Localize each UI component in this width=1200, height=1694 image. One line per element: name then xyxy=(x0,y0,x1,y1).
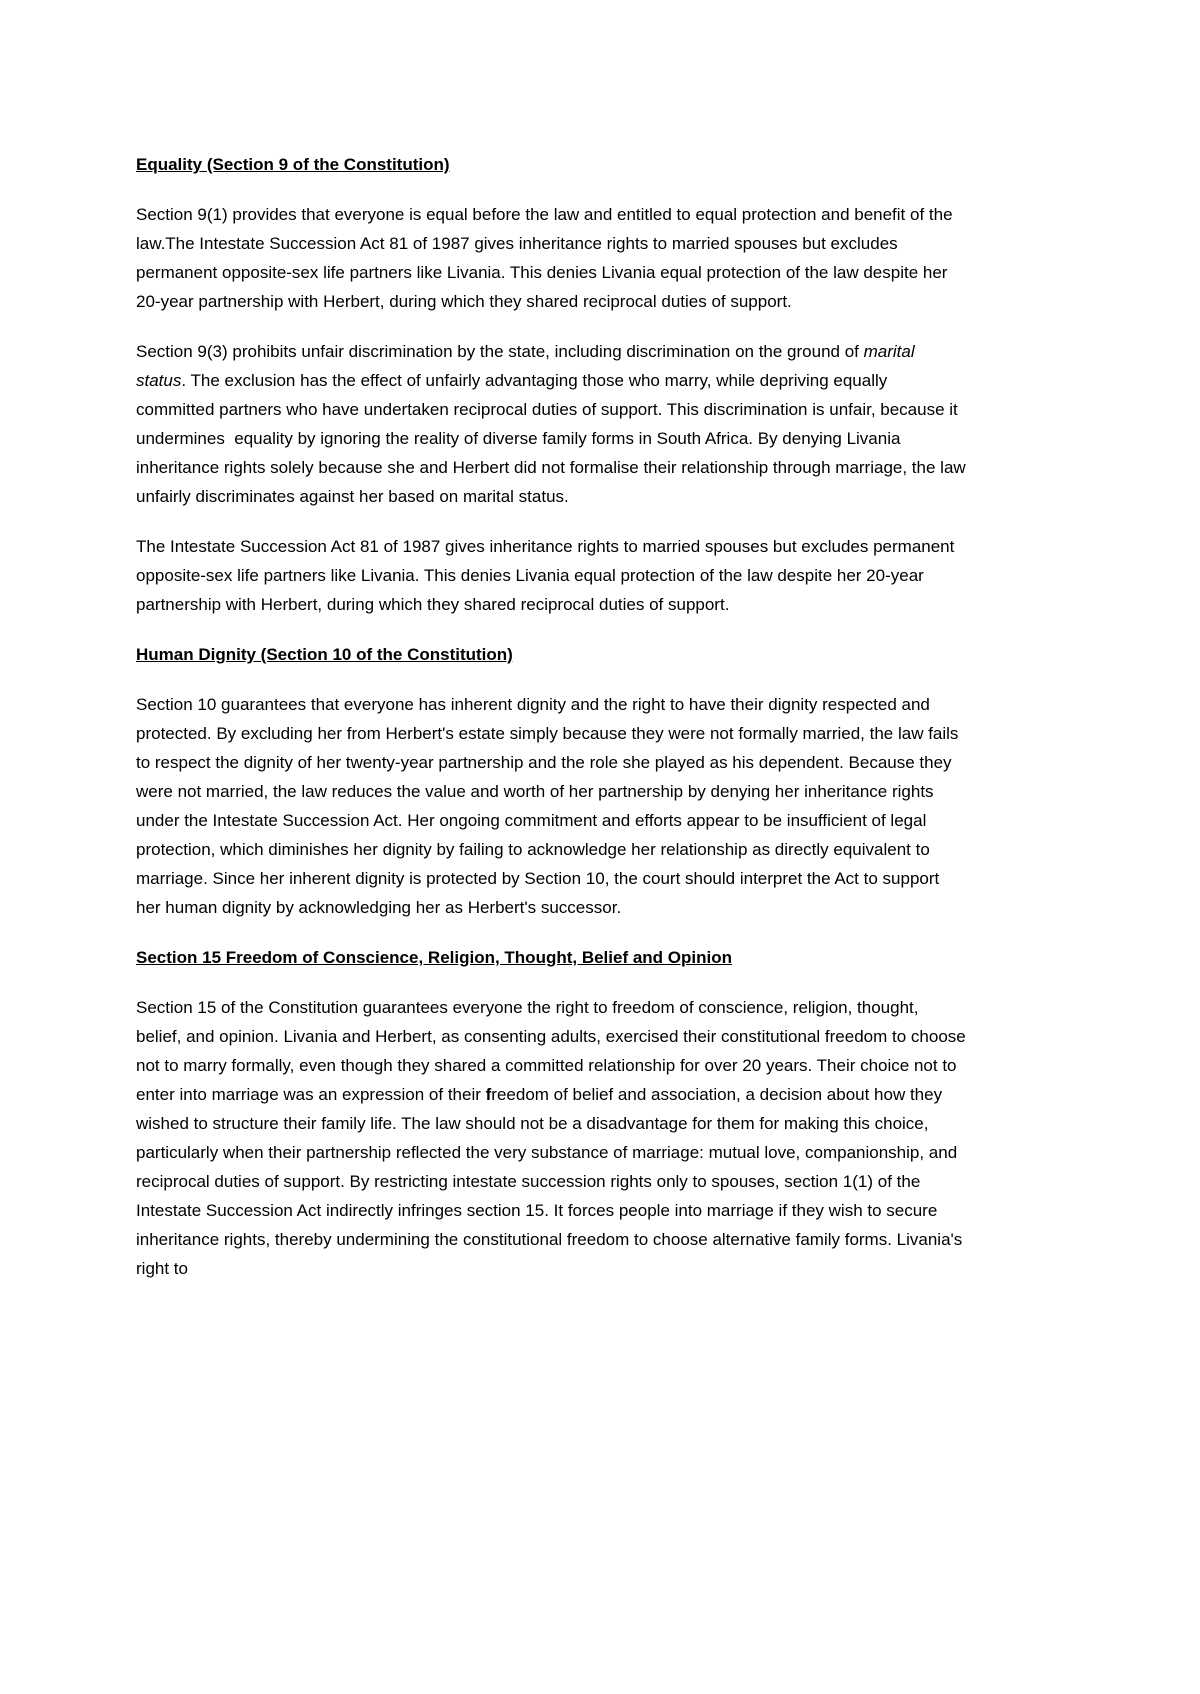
text-run: marital status xyxy=(136,342,920,390)
paragraph-intestate-succession xyxy=(136,532,968,619)
text-run: Section 15 of the Constitution guarantees everyone the right to freedom of conscience, religion, thought, belief, and opinion. Livania and Herbert, as consenting adults, exercised their constitutional freedom to choose not to marry formally, even though they shared a committed relationship for over 20 years. Their choice not to enter into marriage was an expression of their xyxy=(136,998,971,1104)
text-run: . The exclusion has the effect of unfairly advantaging those who marry, while depriving equally committed partners who have undertaken reciprocal duties of support. This discrimination is unfair, because it undermines equality by ignoring the reality of diverse family forms in South Africa. By denying Livania inheritance rights solely because she and Herbert did not formalise their relationship through marriage, the law unfairly discriminates against her based on marital status. xyxy=(136,371,971,506)
text-run: Section 9(1) provides that everyone is equal before the law and entitled to equal protection and benefit of the law.The Intestate Succession Act 81 of 1987 gives inheritance rights to married spouses but excludes permanent opposite-sex life partners like Livania. This denies Livania equal protection of the law despite her 20-year partnership with Herbert, during which they shared reciprocal duties of support. xyxy=(136,205,958,311)
paragraph-section-15 xyxy=(136,993,971,1283)
text-run: Section 9(3) prohibits unfair discrimination by the state, including discrimination on the ground of xyxy=(136,342,864,361)
text-run: The Intestate Succession Act 81 of 1987 gives inheritance rights to married spouses but excludes permanent opposite-sex life partners like Livania. This denies Livania equal protection of the law despite her 20-year partnership with Herbert, during which they shared reciprocal duties of support. xyxy=(136,537,960,614)
text-run: Equality (Section 9 of the Constitution) xyxy=(136,155,450,174)
paragraph-section-9-1 xyxy=(136,200,968,316)
paragraph-section-10 xyxy=(136,690,968,922)
text-run: Human Dignity (Section 10 of the Constitution) xyxy=(136,645,513,664)
document-content xyxy=(136,150,971,1304)
text-run: Section 15 Freedom of Conscience, Religion, Thought, Belief and Opinion xyxy=(136,948,732,967)
text-run: reedom of belief and association, a decision about how they wished to structure their family life. The law should not be a disadvantage for them for making this choice, particularly when their partnership reflected the very substance of marriage: mutual love, companionship, and reciprocal duties of support. By restricting intestate succession rights only to spouses, section 1(1) of the Intestate Succession Act indirectly infringes section 15. It forces people into marriage if they wish to secure inheritance rights, thereby undermining the constitutional freedom to choose alternative family forms. Livania's right to xyxy=(136,1085,968,1278)
heading-section-15-freedom xyxy=(136,943,968,972)
paragraph-section-9-3 xyxy=(136,337,971,511)
text-run: Section 10 guarantees that everyone has inherent dignity and the right to have their dignity respected and protected. By excluding her from Herbert's estate simply because they were not formally married, the law fails to respect the dignity of her twenty-year partnership and the role she played as his dependent. Because they were not married, the law reduces the value and worth of her partnership by denying her inheritance rights under the Intestate Succession Act. Her ongoing commitment and efforts appear to be insufficient of legal protection, which diminishes her dignity by failing to acknowledge her relationship as directly equivalent to marriage. Since her inherent dignity is protected by Section 10, the court should interpret the Act to support her human dignity by acknowledging her as Herbert's successor. xyxy=(136,695,964,917)
heading-human-dignity-section-10 xyxy=(136,640,968,669)
heading-equality-section-9 xyxy=(136,150,968,179)
text-run: f xyxy=(485,1085,492,1104)
